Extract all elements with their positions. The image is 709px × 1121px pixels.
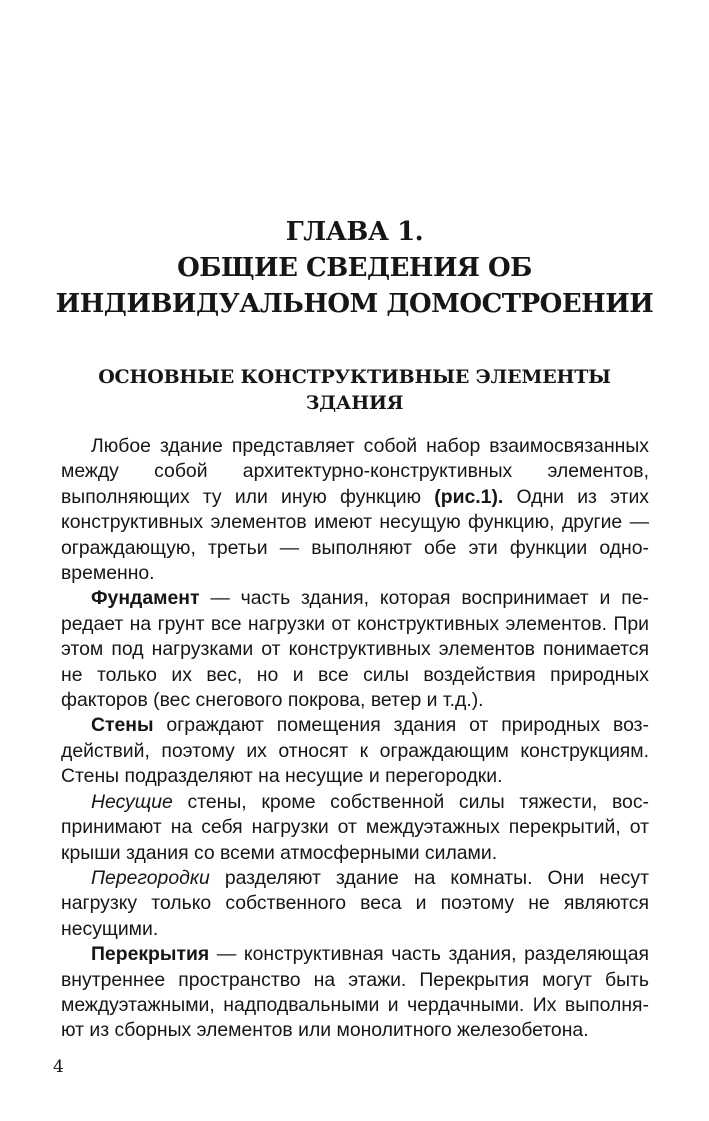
term-foundation: Фундамент <box>91 587 200 610</box>
paragraph-text: — часть здания, которая воспринимает и передает на грунт все нагрузки от конструктивных элементов. При этом под нагрузками от конструктивных элементов понимается не только их вес, но и все силы воздействия природных факторов (вес снегового покрова, ветер и т.д.). <box>61 587 649 712</box>
page-number: 4 <box>53 1057 64 1077</box>
paragraph-text: стены, кроме собственной силы тяжести, воспринимают на себя нагрузки от междуэтажных перекрытий, от крыши здания со всеми атмосферными силами. <box>61 790 649 864</box>
paragraph-text: — конструктивная часть здания, разделяющая внутреннее пространство на этажи. Перекрытия могут быть междуэтажными, надподвальными и чердачными. Их выполняют из сборных элементов или монолитного железобетона. <box>61 943 649 1042</box>
section-title-line-2: ЗДАНИЯ <box>305 392 404 414</box>
term-partitions: Перегородки <box>91 866 210 889</box>
section-title-line-1: ОСНОВНЫЕ КОНСТРУКТИВНЫЕ ЭЛЕМЕНТЫ <box>98 366 611 388</box>
paragraph-intro <box>61 434 649 586</box>
section-heading <box>60 364 649 416</box>
chapter-title-line-1: ГЛАВА 1. <box>285 217 424 247</box>
chapter-title-line-3: ИНДИВИДУАЛЬНОМ ДОМОСТРОЕНИИ <box>55 289 654 319</box>
paragraph-text: Одни из этих конструктивных элементов имеют несущую функцию, другие — ограждающую, третьи — выполняют обе эти функции одновременно. <box>61 485 650 585</box>
paragraph-floors <box>61 942 649 1044</box>
term-floors: Перекрытия <box>91 943 210 966</box>
paragraph-walls <box>61 713 649 789</box>
paragraph-foundation <box>61 586 649 713</box>
paragraph-text: ограждают помещения здания от природных воздействий, поэтому их относят к ограждающим конструкциям. Стены подразделяют на несущие и перегородки. <box>61 714 649 788</box>
body-text <box>61 434 649 1044</box>
term-load-bearing: Несущие <box>91 790 173 813</box>
chapter-heading <box>0 214 709 322</box>
paragraph-load-bearing <box>61 790 649 866</box>
chapter-title-line-2: ОБЩИЕ СВЕДЕНИЯ ОБ <box>177 253 532 283</box>
paragraph-text: Любое здание представляет собой набор взаимосвязанных между собой архитектурно-конструктивных элементов, выполняющих ту или иную функцию <box>61 435 649 508</box>
term-walls: Стены <box>91 714 154 737</box>
figure-reference: (рис.1). <box>434 485 504 508</box>
paragraph-partitions <box>61 866 649 942</box>
paragraph-text: разделяют здание на комнаты. Они несут нагрузку только собственного веса и поэтому не являются несущими. <box>61 866 649 940</box>
